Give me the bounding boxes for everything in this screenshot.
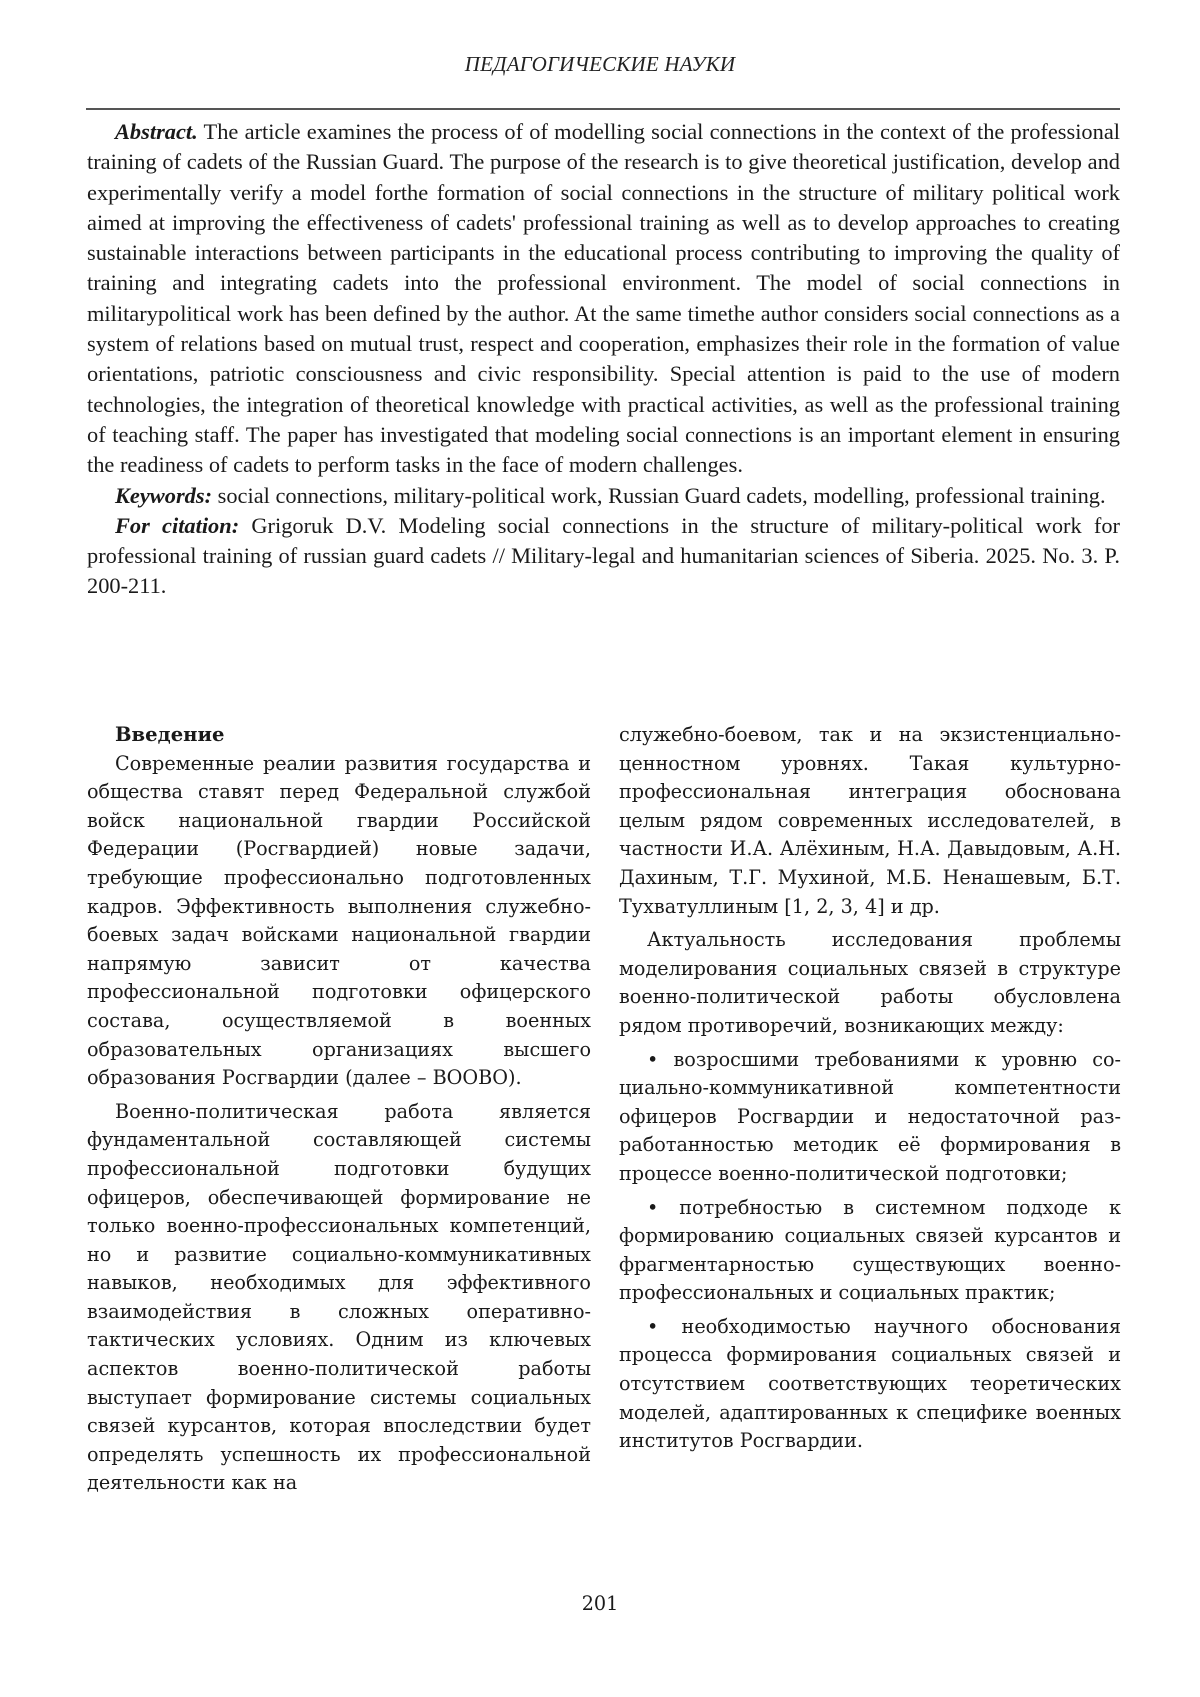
citation-text: Grigoruk D.V. Modeling social connections in the structure of military-political work for professional training of russian guard cadets // Military-legal and humanitarian sciences of Siberia. 2025. No. 3. P. 200-211. — [87, 512, 1120, 599]
page-number: 201 — [581, 1592, 619, 1615]
keywords-label: Keywords: — [115, 482, 213, 508]
citation-label: For citation: — [115, 512, 240, 538]
citation-paragraph — [87, 511, 1120, 602]
abstract-section — [87, 117, 1120, 602]
body-column-right — [619, 721, 1121, 1461]
abstract-label: Abstract. — [115, 119, 198, 144]
body-paragraph-continuation: служебно-боевом, так и на экзистенциально-ценностном уровнях. Такая культурно-профессиональная интеграция обоснована целым рядом современных исследователей, в частности И.А. Алёхиным, Н.А. Давыдовым, А.Н. Дахиным, Т.Г. Мухиной, М.Б. Ненашевым, Б.Т. Тухватуллиным [1, 2, 3, 4] и др. — [619, 723, 1121, 918]
keywords-paragraph — [87, 481, 1120, 511]
body-paragraph: Современные реалии развития государства и общества ставят перед Федеральной службой войск национальной гвардии Российской Федерации (Росгвардией) новые задачи, требующие профессионально подготовленных кадров. Эффективность выполнения служебно-боевых задач войсками национальной гвардии напрямую зависит от качества профессиональной подготовки офицерского состава, осуществляемой в военных образовательных организациях высшего образования Росгвардии (далее – ВООВО). — [87, 751, 591, 1090]
bullet-list-item: • потребностью в системном подходе к формированию социальных связей курсантов и фрагментарностью существующих военно-профессиональных и социальных практик; — [619, 1195, 1121, 1305]
bullet-list-item: • необходимостью научного обоснования процесса формирования социальных связей и отсутствием соответствующих теоретических моделей, адаптированных к специфике военных институтов Росгвардии. — [619, 1314, 1121, 1453]
header-divider — [86, 108, 1120, 110]
bullet-list-item: • возросшими требованиями к уровню социально-коммуникативной компетентности офицеров Росгвардии и недостаточной разработанностью методик её формирования в процессе военно-политической подготовки; — [619, 1047, 1121, 1185]
abstract-paragraph — [87, 117, 1120, 481]
section-heading-introduction: Введение — [115, 723, 225, 746]
running-header-title: ПЕДАГОГИЧЕСКИЕ НАУКИ — [464, 52, 736, 76]
body-paragraph: Актуальность исследования проблемы моделирования социальных связей в структуре военно-политической работы обусловлена рядом противоречий, возникающих между: — [619, 928, 1121, 1037]
abstract-text: The article examines the process of of modelling social connections in the context of the professional training of cadets of the Russian Guard. The purpose of the research is to give theoretical justification, develop and experimentally verify a model forthe formation of social connections in the structure of military political work aimed at improving the effectiveness of cadets' professional training as well as to develop approaches to creating sustainable interactions between participants in the educational process contributing to improving the quality of training and integrating cadets into the professional environment. The model of social connections in militarypolitical work has been defined by the author. At the same timethe author considers social connections as a system of relations based on mutual trust, respect and cooperation, emphasizes their role in the formation of value orientations, patriotic consciousness and civic responsibility. Special attention is paid to the use of modern technologies, the integration of theoretical knowledge with practical activities, as well as the professional training of teaching staff. The paper has investigated that modeling social connections is an important element in ensuring the readiness of cadets to perform tasks in the face of modern challenges. — [87, 119, 1120, 478]
body-paragraph: Военно-политическая работа является фундаментальной составляющей системы профессиональной подготовки будущих офицеров, обеспечивающей формирование не только военно-профессиональных компетенций, но и развитие социально-коммуникативных навыков, необходимых для эффективного взаимодействия в сложных оперативно-тактических условиях. Одним из ключевых аспектов военно-политической работы выступает формирование системы социальных связей курсантов, которая впоследствии будет определять успешность их профессиональной деятельности как на — [87, 1099, 591, 1495]
body-column-left — [87, 721, 591, 1503]
keywords-text: social connections, military-political work, Russian Guard cadets, modelling, professional training. — [217, 482, 1106, 508]
